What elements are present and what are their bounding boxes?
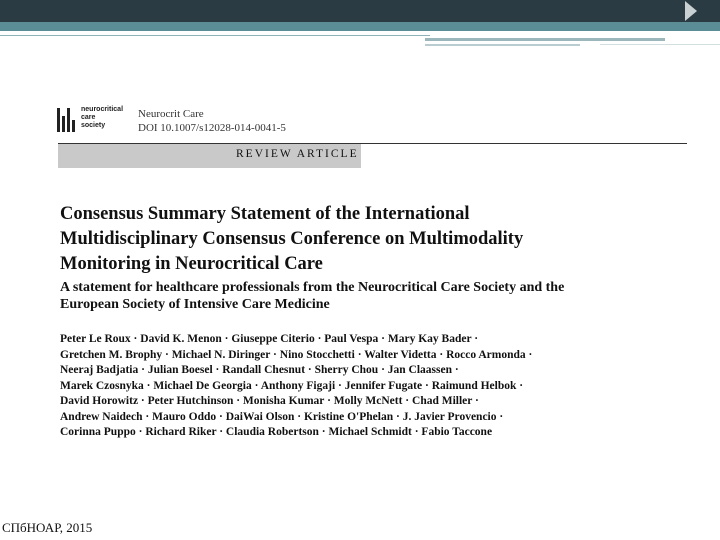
author-list <box>60 332 710 441</box>
author-line: Peter Le Roux · David K. Menon · Giuseppe Citerio · Paul Vespa · Mary Kay Bader · <box>60 333 479 345</box>
slide-top-accent <box>0 22 720 31</box>
society-logo-mark-icon <box>57 108 77 132</box>
slide-footer: СПбНОАР, 2015 <box>2 520 93 535</box>
title-line: Multidisciplinary Consensus Conference on Multimodality <box>60 229 524 249</box>
article-type-label: REVIEW ARTICLE <box>236 148 359 160</box>
title-line: Consensus Summary Statement of the International <box>60 204 470 224</box>
author-line: Neeraj Badjatia · Julian Boesel · Randall Chesnut · Sherry Chou · Jan Claassen · <box>60 364 459 376</box>
author-line: David Horowitz · Peter Hutchinson · Monisha Kumar · Molly McNett · Chad Miller · <box>60 395 479 407</box>
decor-line <box>425 44 580 46</box>
slide-corner-triangle-icon <box>685 1 697 21</box>
subtitle-line: A statement for healthcare professionals from the Neurocritical Care Society and the <box>60 280 565 295</box>
author-line: Gretchen M. Brophy · Michael N. Diringer · Nino Stocchetti · Walter Videtta · Rocco Armonda · <box>60 348 533 361</box>
title-line: Monitoring in Neurocritical Care <box>60 254 323 274</box>
subtitle-line: European Society of Intensive Care Medicine <box>60 297 330 312</box>
society-logo <box>57 106 135 134</box>
article-title <box>60 202 660 277</box>
author-line: Andrew Naidech · Mauro Oddo · DaiWai Olson · Kristine O'Phelan · J. Javier Provencio · <box>60 410 504 423</box>
author-line: Corinna Puppo · Richard Riker · Claudia Robertson · Michael Schmidt · Fabio Taccone <box>60 426 493 438</box>
decor-line <box>425 38 665 41</box>
author-line: Marek Czosnyka · Michael De Georgia · Anthony Figaji · Jennifer Fugate · Raimund Helbok · <box>60 379 524 392</box>
slide-top-band <box>0 0 720 22</box>
decor-line <box>0 35 430 36</box>
journal-doi: DOI 10.1007/s12028-014-0041-5 <box>138 122 286 134</box>
decor-line <box>600 44 720 45</box>
society-logo-text: neurocritical care society <box>81 106 124 129</box>
article-subtitle <box>60 279 700 313</box>
journal-name: Neurocrit Care <box>138 108 204 120</box>
